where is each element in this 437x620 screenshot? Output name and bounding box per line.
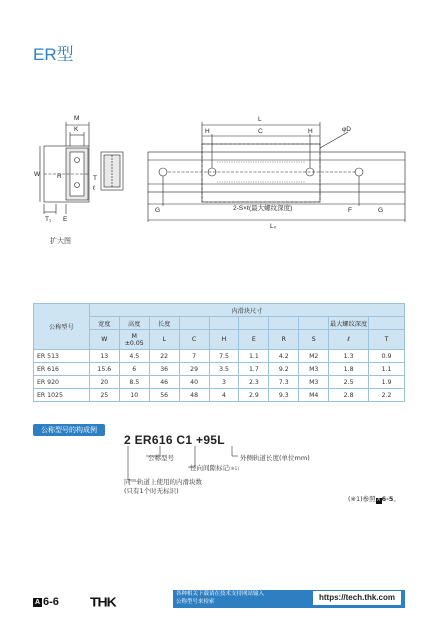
dim-label-H-right: H bbox=[308, 128, 313, 135]
col-symbol: M ±0.05 bbox=[119, 330, 149, 350]
dim-label-H-left: H bbox=[205, 128, 210, 135]
clearance-annotation: 径向间隙标记(※1) bbox=[190, 464, 240, 472]
col-top: 长度 bbox=[149, 317, 179, 330]
dim-label-R: R bbox=[57, 173, 62, 180]
page-number: A 6-6 bbox=[34, 596, 59, 608]
table-row bbox=[34, 376, 405, 389]
table-cell: 13 bbox=[89, 350, 119, 363]
section-letter-icon: A bbox=[34, 599, 41, 606]
reference-note: (※1)参照A6-5。 bbox=[348, 495, 400, 503]
table-cell: 8.5 bbox=[119, 376, 149, 389]
dim-label-F: F bbox=[348, 207, 352, 214]
technical-drawing bbox=[0, 108, 437, 238]
col-top bbox=[239, 317, 269, 330]
dim-label-G-left: G bbox=[155, 207, 161, 214]
model-code-example: 2 ER616 C1 +95L bbox=[124, 433, 225, 447]
table-cell: 3.5 bbox=[209, 363, 239, 376]
table-cell: 20 bbox=[89, 376, 119, 389]
table-cell: 25 bbox=[89, 389, 119, 402]
magnified-detail-view bbox=[101, 152, 123, 190]
table-cell: 10 bbox=[119, 389, 149, 402]
dim-label-E: E bbox=[63, 216, 68, 223]
table-cell: M4 bbox=[299, 389, 329, 402]
col-top bbox=[299, 317, 329, 330]
col-top bbox=[179, 317, 209, 330]
table-cell: 4.5 bbox=[119, 350, 149, 363]
model-header: 公称型号 bbox=[34, 304, 90, 350]
table-cell: 9.2 bbox=[269, 363, 299, 376]
table-cell: 2.3 bbox=[239, 376, 269, 389]
blocks-annotation-line1: 同一轨道上使用的内滑块数 bbox=[124, 478, 202, 486]
model-annotation: 公称型号 bbox=[148, 454, 174, 462]
table-cell: 2.8 bbox=[329, 389, 369, 402]
support-url-link[interactable]: https://tech.thk.com bbox=[313, 591, 401, 605]
dimension-table bbox=[33, 303, 405, 402]
table-cell: 36 bbox=[149, 363, 179, 376]
table-cell: 2.5 bbox=[329, 376, 369, 389]
col-symbol: ℓ bbox=[329, 330, 369, 350]
rail-length-annotation: 外侧轨道长度(单位mm) bbox=[240, 454, 310, 462]
dim-label-phiD: φD bbox=[342, 126, 351, 133]
table-cell: 1.7 bbox=[239, 363, 269, 376]
composition-badge: 公称型号的构成例 bbox=[33, 424, 105, 436]
table-cell: 1.9 bbox=[369, 376, 405, 389]
table-cell: 1.3 bbox=[329, 350, 369, 363]
table-cell: 1.1 bbox=[369, 363, 405, 376]
table-cell: 9.3 bbox=[269, 389, 299, 402]
table-cell: 1.8 bbox=[329, 363, 369, 376]
table-row bbox=[34, 363, 405, 376]
table-row bbox=[34, 350, 405, 363]
col-symbol: E bbox=[239, 330, 269, 350]
table-cell: 15.6 bbox=[89, 363, 119, 376]
col-symbol: W bbox=[89, 330, 119, 350]
dim-label-L: L bbox=[258, 116, 262, 123]
blocks-annotation-line2: (只有1个时无标识) bbox=[124, 487, 179, 495]
col-top: 宽度 bbox=[89, 317, 119, 330]
dim-label-G-right: G bbox=[378, 207, 384, 214]
col-symbol: H bbox=[209, 330, 239, 350]
col-top: 高度 bbox=[119, 317, 149, 330]
table-cell: 2.9 bbox=[239, 389, 269, 402]
page-ref-icon: A bbox=[377, 498, 381, 503]
dim-label-C: C bbox=[258, 128, 263, 135]
table-cell: 40 bbox=[179, 376, 209, 389]
support-text: 各种相关下载请在技术支持网站输入 公称型号来检索 bbox=[176, 591, 265, 605]
table-cell: 48 bbox=[179, 389, 209, 402]
col-symbol: T bbox=[369, 330, 405, 350]
dim-label-l: ℓ bbox=[93, 185, 96, 192]
dim-label-K: K bbox=[74, 126, 79, 133]
reference-page-link[interactable]: 6-5 bbox=[381, 495, 394, 503]
table-cell: 2.2 bbox=[369, 389, 405, 402]
table-cell: M3 bbox=[299, 363, 329, 376]
dim-label-T: T bbox=[93, 175, 97, 182]
model-cell: ER 920 bbox=[34, 376, 90, 389]
col-top: 最大螺纹深度 bbox=[329, 317, 369, 330]
magnified-caption: 扩大图 bbox=[50, 237, 71, 245]
col-symbol: R bbox=[269, 330, 299, 350]
thread-note: 2-S×ℓ(最大螺纹深度) bbox=[233, 205, 293, 212]
table-cell: 7.5 bbox=[209, 350, 239, 363]
table-cell: 7 bbox=[179, 350, 209, 363]
col-symbol: C bbox=[179, 330, 209, 350]
dim-label-L0: L₀ bbox=[270, 223, 277, 230]
col-symbol: S bbox=[299, 330, 329, 350]
table-cell: 1.1 bbox=[239, 350, 269, 363]
cross-section-view bbox=[40, 122, 89, 214]
table-cell: 29 bbox=[179, 363, 209, 376]
group-header: 内滑块尺寸 bbox=[89, 304, 404, 317]
table-cell: 3 bbox=[209, 376, 239, 389]
model-cell: ER 616 bbox=[34, 363, 90, 376]
table-row bbox=[34, 389, 405, 402]
col-top bbox=[269, 317, 299, 330]
table-cell: 0.9 bbox=[369, 350, 405, 363]
table-cell: M2 bbox=[299, 350, 329, 363]
table-cell: 4 bbox=[209, 389, 239, 402]
table-cell: 4.2 bbox=[269, 350, 299, 363]
model-cell: ER 513 bbox=[34, 350, 90, 363]
dim-label-W: W bbox=[34, 171, 41, 178]
col-symbol: L bbox=[149, 330, 179, 350]
dim-label-T1: T₁ bbox=[45, 216, 52, 223]
model-cell: ER 1025 bbox=[34, 389, 90, 402]
page-title: ER型 bbox=[33, 45, 74, 64]
table-cell: 6 bbox=[119, 363, 149, 376]
table-cell: 46 bbox=[149, 376, 179, 389]
table-cell: M3 bbox=[299, 376, 329, 389]
dim-label-M: M bbox=[74, 115, 80, 122]
col-top bbox=[209, 317, 239, 330]
table-cell: 56 bbox=[149, 389, 179, 402]
table-cell: 7.3 bbox=[269, 376, 299, 389]
thk-logo: THK bbox=[90, 594, 116, 610]
col-top bbox=[369, 317, 405, 330]
table-cell: 22 bbox=[149, 350, 179, 363]
